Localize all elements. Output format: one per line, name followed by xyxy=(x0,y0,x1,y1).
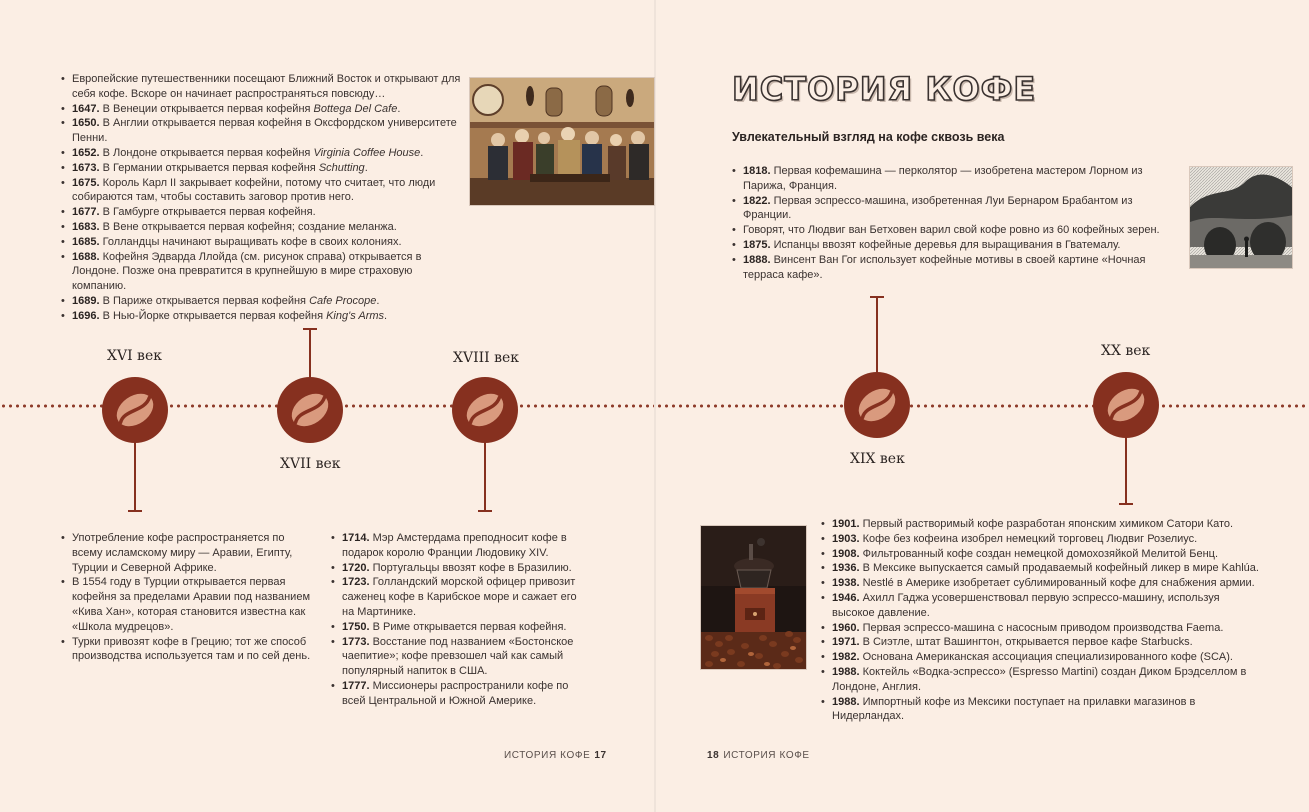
entry-year: 1946. xyxy=(832,591,860,604)
entry-punctuation: . xyxy=(376,294,380,307)
timeline-entry xyxy=(60,531,315,575)
entry-text: Nestlé в Америке изобретает сублимированный кофе для снабжения армии. xyxy=(862,577,1255,590)
entry-year: 1652. xyxy=(72,146,100,159)
entry-year: 1777. xyxy=(342,679,370,692)
entry-text: Первая кофемашина — перколятор — изобретена мастером Лорном из Парижа, Франция. xyxy=(743,165,1143,192)
timeline-entry xyxy=(60,176,468,206)
timeline-connector-cap xyxy=(128,510,142,512)
century-label-18: XVIII век xyxy=(453,350,520,366)
entry-punctuation: . xyxy=(384,309,388,322)
entry-name: Schutting xyxy=(318,161,365,174)
entry-name: Bottega Del Cafe xyxy=(313,102,398,115)
entry-text: Голландский морской офицер привозит саженец кофе в Карибское море и сажает его на Мартинике. xyxy=(342,576,577,618)
timeline-entry xyxy=(60,635,315,665)
timeline-entry xyxy=(820,591,1260,621)
century-node-17 xyxy=(277,377,343,443)
entry-text: Мэр Амстердама преподносит кофе в подарок королю Франции Людовику XIV. xyxy=(342,532,567,559)
page-footer-18 xyxy=(707,750,810,761)
timeline-entry xyxy=(820,635,1260,650)
entry-year: 1750. xyxy=(342,620,370,633)
entry-text: Первый растворимый кофе разработан японским химиком Сатори Като. xyxy=(862,518,1234,530)
entry-year: 1688. xyxy=(72,250,100,263)
century-label-20: XX век xyxy=(1101,343,1151,359)
entry-name: Cafe Procope xyxy=(309,294,377,307)
entry-year: 1903. xyxy=(832,532,860,545)
timeline-entry xyxy=(60,250,468,294)
coffee-plantation-engraving xyxy=(1189,166,1293,269)
entry-text: Кофейня Эдварда Ллойда (см. рисунок справа) открывается в Лондоне. Позже она превратится в крупнейшую в мире страховую компанию. xyxy=(72,250,422,293)
timeline-connector xyxy=(134,438,136,511)
timeline-entry xyxy=(731,238,1181,253)
timeline-connector-cap xyxy=(303,328,317,330)
timeline-connector xyxy=(484,438,486,511)
timeline-entry xyxy=(820,576,1260,591)
timeline-entry xyxy=(330,531,586,561)
entry-text: Европейские путешественники посещают Ближний Восток и открывают для себя кофе. Вскоре он начинает распространяться повсюду… xyxy=(72,73,461,100)
timeline-list-19-century xyxy=(731,164,1181,282)
entry-name: King's Arms xyxy=(326,309,385,322)
timeline-entry xyxy=(60,161,468,176)
coffee-grinder-photo xyxy=(700,525,807,670)
century-label-19: XIX век xyxy=(850,451,905,467)
entry-year: 1773. xyxy=(342,635,370,648)
entry-year: 1696. xyxy=(72,309,100,322)
entry-year: 1988. xyxy=(832,665,860,678)
timeline-connector-cap xyxy=(478,510,492,512)
timeline-entry xyxy=(820,665,1260,695)
timeline-connector xyxy=(309,329,311,379)
entry-text: В Гамбурге открывается первая кофейня. xyxy=(102,206,316,219)
timeline-dotted-line-right xyxy=(656,404,1309,408)
timeline-entry xyxy=(330,575,586,619)
timeline-connector-cap xyxy=(870,296,884,298)
page-title: ИСТОРИЯ КОФЕ xyxy=(732,70,1037,108)
century-node-16 xyxy=(102,377,168,443)
entry-text: Говорят, что Людвиг ван Бетховен варил свой кофе ровно из 60 кофейных зерен. xyxy=(743,224,1160,237)
timeline-entry xyxy=(60,575,315,634)
entry-year: 1647. xyxy=(72,102,100,115)
timeline-entry xyxy=(60,220,468,235)
entry-text: В Нью-Йорке открывается первая кофейня xyxy=(102,309,327,322)
century-label-17: XVII век xyxy=(280,456,341,472)
entry-text: Король Карл II закрывает кофейни, потому что считает, что люди собираются там, чтобы составить заговор против него. xyxy=(72,176,436,204)
century-node-18 xyxy=(452,377,518,443)
timeline-entry xyxy=(820,517,1260,532)
entry-year: 1908. xyxy=(832,547,860,560)
entry-text: Импортный кофе из Мексики поступает на прилавки магазинов в Нидерландах. xyxy=(832,695,1196,723)
timeline-list-16-century-details xyxy=(60,531,315,664)
page-footer-17 xyxy=(504,750,611,761)
entry-text: Испанцы ввозят кофейные деревья для выращивания в Гватемалу. xyxy=(773,238,1121,251)
entry-text: Фильтрованный кофе создан немецкой домохозяйкой Мелитой Бенц. xyxy=(862,547,1219,560)
entry-text: В 1554 году в Турции открывается первая кофейня за пределами Аравии под названием «Кива Хан», которая становится известна как «Школа мудрецов». xyxy=(72,576,311,633)
timeline-entry xyxy=(60,146,468,161)
entry-year: 1971. xyxy=(832,636,860,649)
entry-year: 1683. xyxy=(72,220,100,233)
entry-year: 1675. xyxy=(72,176,100,189)
timeline-entry xyxy=(731,223,1181,238)
timeline-entry xyxy=(330,679,586,709)
timeline-list-16-17-century xyxy=(60,72,468,324)
footer-title: ИСТОРИЯ КОФЕ xyxy=(723,750,810,761)
entry-text: В Риме открывается первая кофейня. xyxy=(372,620,567,633)
page-subtitle: Увлекательный взгляд на кофе сквозь века xyxy=(732,130,1005,144)
entry-text: Миссионеры распространили кофе по всей Центральной и Южной Америке. xyxy=(342,679,569,707)
century-label-16: XVI век xyxy=(107,348,162,364)
timeline-entry xyxy=(60,116,468,146)
entry-year: 1650. xyxy=(72,117,100,130)
entry-text: Португальцы ввозят кофе в Бразилию. xyxy=(372,561,572,574)
timeline-entry xyxy=(330,561,586,576)
entry-text: Голландцы начинают выращивать кофе в своих колониях. xyxy=(102,235,402,248)
timeline-connector-cap xyxy=(1119,503,1133,505)
timeline-entry xyxy=(820,650,1260,665)
entry-text: В Вене открывается первая кофейня; создание меланжа. xyxy=(102,220,397,233)
timeline-list-20-century xyxy=(820,517,1260,724)
entry-text: Винсент Ван Гог использует кофейные мотивы в своей картине «Ночная терраса кафе». xyxy=(743,253,1146,281)
timeline-connector xyxy=(1125,434,1127,504)
timeline-entry xyxy=(731,164,1181,194)
entry-text: В Германии открывается первая кофейня xyxy=(102,161,319,174)
entry-punctuation: . xyxy=(364,161,368,174)
timeline-entry xyxy=(60,294,468,309)
entry-year: 1685. xyxy=(72,235,100,248)
footer-title: ИСТОРИЯ КОФЕ xyxy=(504,750,591,761)
entry-year: 1689. xyxy=(72,294,100,307)
entry-name: Virginia Coffee House xyxy=(313,146,421,159)
timeline-entry xyxy=(60,235,468,250)
entry-text: Первая эспрессо-машина с насосным приводом производства Faema. xyxy=(862,621,1224,634)
entry-text: В Париже открывается первая кофейня xyxy=(102,294,310,307)
page-number: 18 xyxy=(707,750,720,761)
entry-year: 1988. xyxy=(832,695,860,708)
timeline-entry xyxy=(330,620,586,635)
entry-year: 1723. xyxy=(342,576,370,589)
entry-text: Первая эспрессо-машина, изобретенная Луи Бернаром Брабантом из Франции. xyxy=(743,194,1133,222)
entry-year: 1960. xyxy=(832,621,860,634)
timeline-entry xyxy=(820,695,1260,725)
timeline-entry xyxy=(820,621,1260,636)
century-node-20 xyxy=(1093,372,1159,438)
timeline-entry xyxy=(820,547,1260,562)
entry-year: 1818. xyxy=(743,165,771,177)
entry-text: Кофе без кофеина изобрел немецкий торговец Людвиг Розелиус. xyxy=(862,532,1198,545)
entry-year: 1822. xyxy=(743,194,771,207)
entry-text: Основана Американская ассоциация специализированного кофе (SCA). xyxy=(862,651,1233,664)
entry-text: Употребление кофе распространяется по всему исламскому миру — Аравии, Египту, Турции и Северной Африке. xyxy=(72,532,293,574)
entry-year: 1875. xyxy=(743,238,771,251)
timeline-entry xyxy=(731,253,1181,283)
entry-text: Ахилл Гаджа усовершенствовал первую эспрессо-машину, используя высокое давление. xyxy=(832,591,1220,619)
coffeehouse-painting xyxy=(469,77,655,206)
entry-text: В Мексике выпускается самый продаваемый кофейный ликер в мире Kahlúa. xyxy=(862,562,1259,575)
entry-year: 1720. xyxy=(342,561,370,574)
entry-text: В Венеции открывается первая кофейня xyxy=(102,102,314,115)
entry-text: В Англии открывается первая кофейня в Оксфордском университете Пенни. xyxy=(72,117,457,145)
entry-year: 1938. xyxy=(832,577,860,590)
entry-year: 1901. xyxy=(832,518,860,530)
timeline-connector xyxy=(876,297,878,375)
entry-year: 1982. xyxy=(832,651,860,664)
timeline-entry xyxy=(60,309,468,324)
entry-year: 1673. xyxy=(72,161,100,174)
timeline-entry xyxy=(820,532,1260,547)
century-node-19 xyxy=(844,372,910,438)
timeline-entry xyxy=(60,72,468,102)
timeline-entry xyxy=(731,194,1181,224)
entry-punctuation: . xyxy=(420,146,424,159)
entry-year: 1714. xyxy=(342,532,370,544)
page-number: 17 xyxy=(594,750,607,761)
entry-text: В Сиэтле, штат Вашингтон, открывается первое кафе Starbucks. xyxy=(862,636,1193,649)
timeline-list-18-century xyxy=(330,531,586,709)
timeline-entry xyxy=(60,102,468,117)
entry-text: В Лондоне открывается первая кофейня xyxy=(102,146,314,159)
entry-year: 1888. xyxy=(743,253,771,266)
timeline-entry xyxy=(820,561,1260,576)
entry-text: Восстание под названием «Бостонское чаепитие»; кофе превзошел чай как самый популярный напиток в США. xyxy=(342,635,574,678)
timeline-entry xyxy=(330,635,586,679)
timeline-entry xyxy=(60,205,468,220)
entry-punctuation: . xyxy=(397,102,401,115)
entry-text: Коктейль «Водка-эспрессо» (Espresso Martini) создан Диком Брэдселлом в Лондоне, Англия. xyxy=(832,665,1247,693)
entry-year: 1677. xyxy=(72,206,100,219)
entry-text: Турки привозят кофе в Грецию; тот же способ производства используется там и по сей день. xyxy=(72,635,311,663)
entry-year: 1936. xyxy=(832,562,860,575)
